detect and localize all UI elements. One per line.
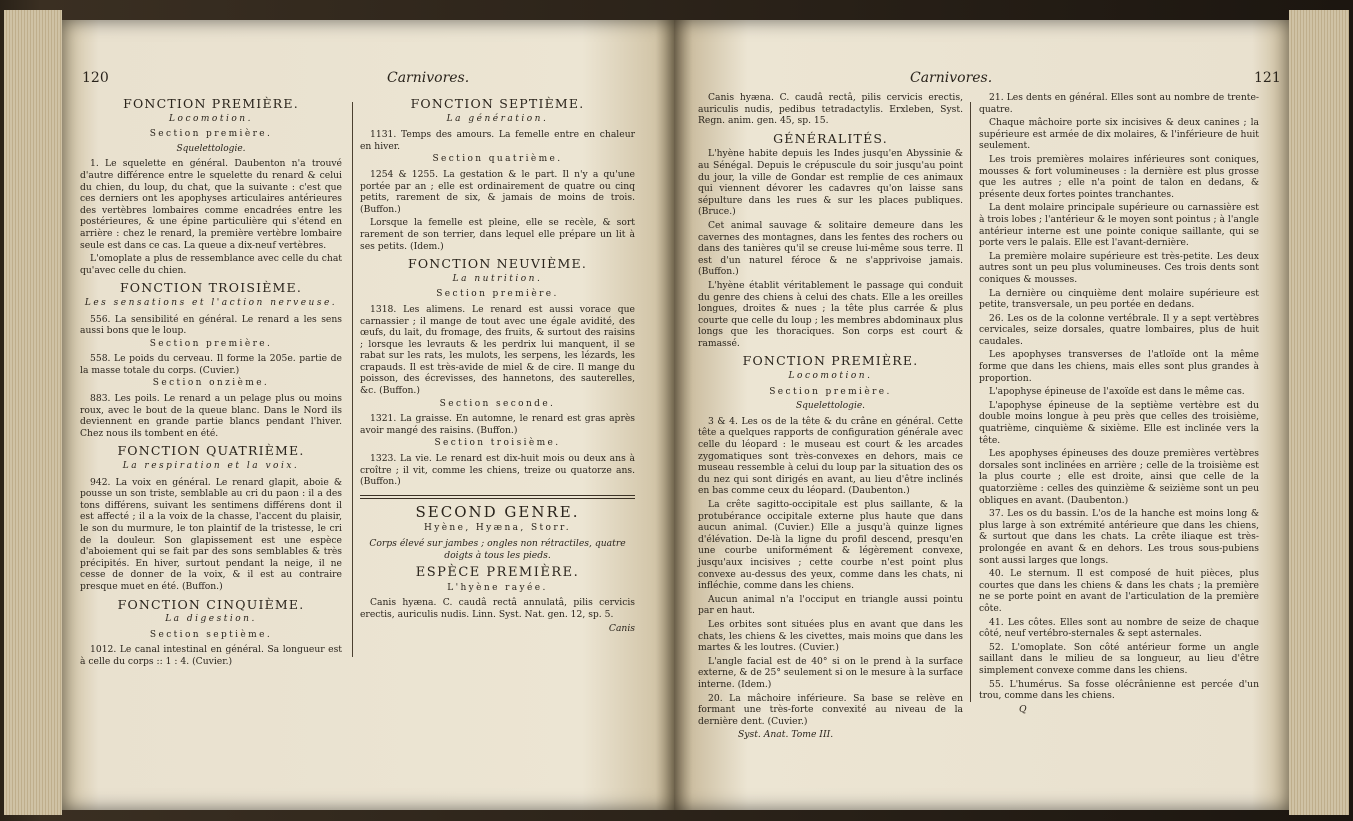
subsection-heading: Locomotion. xyxy=(169,113,253,124)
page-number: 121 xyxy=(1254,70,1281,86)
section-heading: FONCTION PREMIÈRE. xyxy=(123,96,299,111)
paragraph: 558. Le poids du cerveau. Il forme la 205e. partie de la masse totale du corps. (Cuvier.) xyxy=(80,353,342,376)
section-title: Section onzième. xyxy=(152,378,270,389)
subsection-heading: La respiration et la voix. xyxy=(122,461,300,472)
section-title: Section quatrième. xyxy=(432,154,563,165)
section-title: Section première. xyxy=(769,386,892,397)
paragraph: 1. Le squelette en général. Daubenton n'a trouvé d'autre différence entre le squelette du renard & celui du chien, du loup, du chat, que la suivante : c'est que ces derniers ont les apophyses articulaires antérieures des vertèbres lombaires comme encadrées entre les postérieures, & une épine particulière qui s'étend en arrière : chez le renard, la première vertèbre lombaire seule est dans ce cas. La queue a dix-neuf vertèbres. xyxy=(80,158,342,251)
paragraph: 1321. La graisse. En automne, le renard est gras après avoir mangé des raisins. (Buffon.) xyxy=(360,413,635,436)
genre-heading: SECOND GENRE. xyxy=(415,502,580,521)
paragraph: Cet animal sauvage & solitaire demeure dans les cavernes des montagnes, dans les fentes des rochers ou dans des tanières qu'il se creuse lui-même sous terre. Il est d'un naturel féroce & ne s'apprivoise jamais. (Buffon.) xyxy=(698,219,963,278)
page-number: 120 xyxy=(82,70,109,86)
running-head: Carnivores. xyxy=(910,70,993,86)
right-column-1 xyxy=(698,92,963,741)
left-page xyxy=(62,20,674,810)
paragraph: Canis hyæna. C. caudâ rectâ, pilis cervicis erectis, auriculis nudis, pedibus tetradactylis. Erxleben, Syst. Regn. anim. gen. 45, sp. 15. xyxy=(698,92,963,127)
signature-mark: Syst. Anat. Tome III. xyxy=(738,729,834,741)
paragraph: 26. Les os de la colonne vertébrale. Il y a sept vertèbres cervicales, seize dorsales, quatre lombaires, plus de huit caudales. xyxy=(979,312,1259,347)
section-heading: FONCTION PREMIÈRE. xyxy=(742,353,919,369)
column-divider xyxy=(970,102,971,702)
subsection-heading: La nutrition. xyxy=(452,273,543,284)
running-head: Carnivores. xyxy=(387,70,470,86)
section-title: Section première. xyxy=(149,338,273,349)
paragraph: Chaque mâchoire porte six incisives & deux canines ; la supérieure est armée de dix molaires, & l'inférieure de huit seulement. xyxy=(979,117,1259,152)
paragraph: 37. Les os du bassin. L'os de la hanche est moins long & plus large à son extrémité antérieure que dans les chiens, & surtout que dans les chats. La crête iliaque est très-prolongée en avant & en dehors. Les trous sous-pubiens sont aussi larges que longs. xyxy=(979,508,1259,566)
left-page-edges xyxy=(4,10,62,815)
section-heading: FONCTION CINQUIÈME. xyxy=(117,596,305,612)
paragraph: Aucun animal n'a l'occiput en triangle aussi pointu par en haut. xyxy=(698,593,963,617)
topic-title: Squelettologie. xyxy=(795,401,866,412)
paragraph: 1254 & 1255. La gestation & le part. Il n'y a qu'une portée par an ; elle est ordinairement de quatre ou cinq petits, rarement de six, & jamais de moins de trois. (Buffon.) xyxy=(360,168,635,215)
paragraph: La première molaire supérieure est très-petite. Les deux autres sont un peu plus volumineuses. Ces trois dents sont coniques & mousses. xyxy=(979,250,1259,285)
subsection-heading: Locomotion. xyxy=(788,371,873,382)
section-heading: FONCTION NEUVIÈME. xyxy=(407,256,588,272)
subsection-heading: La génération. xyxy=(446,113,549,124)
section-title: Section troisième. xyxy=(434,438,561,449)
catchword: Canis xyxy=(608,622,635,634)
paragraph: 41. Les côtes. Elles sont au nombre de seize de chaque côté, neuf vertébro-sternales & sept asternales. xyxy=(979,616,1259,640)
paragraph: L'hyène habite depuis les Indes jusqu'en Abyssinie & au Sénégal. Depuis le crépuscule du soir jusqu'au point du jour, la ville de Gondar est remplie de ces animaux qui viennent dévorer les cadavres qu'on laisse sans sépulture dans les rues & sur les places publiques. (Bruce.) xyxy=(698,148,963,218)
section-title: Section septième. xyxy=(149,629,273,640)
genus-name: Hyène, Hyæna, Storr. xyxy=(423,523,572,534)
section-title: Section première. xyxy=(436,289,559,300)
paragraph: 3 & 4. Les os de la tête & du crâne en général. Cette tête a quelques rapports de configuration générale avec celle du léopard : le museau est court & les arcades zygomatiques sont très-convexes en dehors, mais ce museau ressemble à celui du loup par la situation des os du nez qui sont dirigés en avant, au lieu d'être inclinés en bas comme ceux du léopard. (Daubenton.) xyxy=(698,415,963,497)
paragraph: 556. La sensibilité en général. Le renard a les sens aussi bons que le loup. xyxy=(80,313,342,337)
paragraph: 942. La voix en général. Le renard glapit, aboie & pousse un son triste, semblable au cri du paon : il a des tons différens, suivant les sentimens différens dont il est affecté ; il a la voix de la chasse, l'accent du plaisir, le son du murmure, le ton plaintif de la tristesse, le cri de la douleur. Son glapissement est une espèce d'aboiement qui se fait par des sons semblables & très précipités. En hiver, surtout pendant la neige, il ne cesse de donner de la voix, & il est au contraire presque muet en été. (Buffon.) xyxy=(80,476,342,592)
paragraph: Canis hyæna. C. caudâ rectâ annulatâ, pilis cervicis erectis, auriculis nudis. Linn. Syst. Nat. gen. 12, sp. 5. xyxy=(360,597,635,620)
paragraph: La crête sagitto-occipitale est plus saillante, & la protubérance occipitale externe plus haute que dans aucun animal. (Cuvier.) Elle a jusqu'à quinze lignes d'élévation. De-là la ligne du profil descend, presqu'en une courbe uniformément & légèrement convexe, jusqu'aux incisives ; cette courbe n'est point plus convexe au-dessus des yeux, comme dans les chats, ni infléchie, comme dans les chiens. xyxy=(698,499,963,592)
paragraph: L'hyène établit véritablement le passage qui conduit du genre des chiens à celui des chats. Elle a les oreilles longues, droites & nues ; la tête plus carrée & plus courte que celle du loup ; les membres abdominaux plus longs que les thoraciques. Son corps est court & ramassé. xyxy=(698,279,963,349)
paragraph: L'apophyse épineuse de l'axoïde est dans le même cas. xyxy=(989,386,1245,398)
paragraph: L'apophyse épineuse de la septième vertèbre est du double moins longue à peu près que celles des troisième, quatrième, cinquième & sixième. Elle est inclinée vers la tête. xyxy=(979,399,1259,446)
paragraph: Les apophyses transverses de l'atloïde ont la même forme que dans les chiens, mais elles sont plus grandes à proportion. xyxy=(979,349,1259,384)
paragraph: Les orbites sont situées plus en avant que dans les chats, les chiens & les civettes, mais moins que dans les martes & les loutres. (Cuvier.) xyxy=(698,618,963,654)
paragraph: Les apophyses épineuses des douze premières vertèbres dorsales sont inclinées en arrière ; celle de la troisième est la plus courte ; elle est droite, ainsi que celle de la quatorzième : celles des quinzième & seizième sont un peu obliques en avant. (Daubenton.) xyxy=(979,448,1259,506)
subsection-heading: Les sensations et l'action nerveuse. xyxy=(84,297,338,308)
paragraph: 883. Les poils. Le renard a un pelage plus ou moins roux, avec le bout de la queue blanc. Dans le Nord ils deviennent en grande partie blancs pendant l'hiver. Chez nous ils tombent en été. xyxy=(80,393,342,439)
paragraph: 40. Le sternum. Il est composé de huit pièces, plus courtes que dans les chiens & dans les chats ; la première ne se porte point en avant de l'articulation de la première côte. xyxy=(979,568,1259,614)
paragraph: 1131. Temps des amours. La femelle entre en chaleur en hiver. xyxy=(360,129,635,152)
signature-mark: Q xyxy=(1019,703,1027,715)
species-heading: ESPÈCE PREMIÈRE. xyxy=(415,565,580,581)
paragraph: Lorsque la femelle est pleine, elle se recèle, & sort rarement de son terrier, dans lequel elle prépare un lit à ses petits. (Idem.) xyxy=(360,217,635,252)
paragraph: 21. Les dents en général. Elles sont au nombre de trente-quatre. xyxy=(979,92,1259,115)
section-title: Section première. xyxy=(149,129,273,140)
paragraph: 20. La mâchoire inférieure. Sa base se relève en formant une très-forte convexité au niveau de la dernière dent. (Cuvier.) xyxy=(698,692,963,727)
topic-title: Squelettologie. xyxy=(176,143,246,154)
paragraph: L'angle facial est de 40° si on le prend à la surface externe, & de 25° seulement si on le mesure à la surface interne. (Idem.) xyxy=(698,655,963,690)
right-page xyxy=(674,20,1289,810)
section-rule xyxy=(360,495,635,496)
column-divider xyxy=(352,102,353,657)
paragraph: L'omoplate a plus de ressemblance avec celle du chat qu'avec celle du chien. xyxy=(80,253,342,276)
paragraph: Les trois premières molaires inférieures sont coniques, mousses & fort volumineuses : la dernière est plus grosse que les autres ; elle n'a point de talon en dedans, & présente deux fortes pointes tranchantes. xyxy=(979,153,1259,200)
left-column-2 xyxy=(360,92,635,634)
section-heading: FONCTION TROISIÈME. xyxy=(119,280,303,296)
section-title: Section seconde. xyxy=(439,398,556,409)
section-rule-thin xyxy=(360,498,635,499)
left-column-1 xyxy=(80,92,342,670)
paragraph: 1318. Les alimens. Le renard est aussi vorace que carnassier ; il mange de tout avec une égale avidité, des œufs, du lait, du fromage, des fruits, & surtout des raisins ; lorsque les levrauts & les perdrix lui manquent, il se rabat sur les rats, les mulots, les serpens, les lézards, les crapauds. Il est très-avide de miel & de cire. Il mange du poisson, des écrevisses, des hannetons, des sauterelles, &c. (Buffon.) xyxy=(360,303,635,397)
section-title: L'hyène rayée. xyxy=(447,582,548,593)
section-heading: FONCTION QUATRIÈME. xyxy=(117,443,305,459)
paragraph: 52. L'omoplate. Son côté antérieur forme un angle saillant dans le milieu de sa longueur, au lieu d'être simplement convexe comme dans les chiens. xyxy=(979,641,1259,676)
paragraph: La dernière ou cinquième dent molaire supérieure est petite, transversale, un peu portée en dedans. xyxy=(979,287,1259,311)
right-page-edges xyxy=(1289,10,1349,815)
right-column-2 xyxy=(979,92,1259,715)
section-heading: GÉNÉRALITÉS. xyxy=(773,130,888,146)
paragraph: La dent molaire principale supérieure ou carnassière est à trois lobes ; l'antérieur & le moyen sont pointus ; à l'angle antérieur interne est une pointe conique saillante, qui se porte vers le palais. Elle est l'avant-dernière. xyxy=(979,202,1259,249)
paragraph: 55. L'humérus. Sa fosse olécrânienne est percée d'un trou, comme dans les chiens. xyxy=(979,678,1259,702)
paragraph: 1012. Le canal intestinal en général. Sa longueur est à celle du corps :: 1 : 4. (Cuvier.) xyxy=(80,644,342,667)
section-heading: FONCTION SEPTIÈME. xyxy=(410,96,585,111)
genus-description: Corps élevé sur jambes ; ongles non rétractiles, quatre doigts à tous les pieds. xyxy=(369,538,626,561)
paragraph: 1323. La vie. Le renard est dix-huit mois ou deux ans à croître ; il vit, comme les chiens, treize ou quatorze ans. (Buffon.) xyxy=(360,453,635,488)
subsection-heading: La digestion. xyxy=(165,614,257,625)
